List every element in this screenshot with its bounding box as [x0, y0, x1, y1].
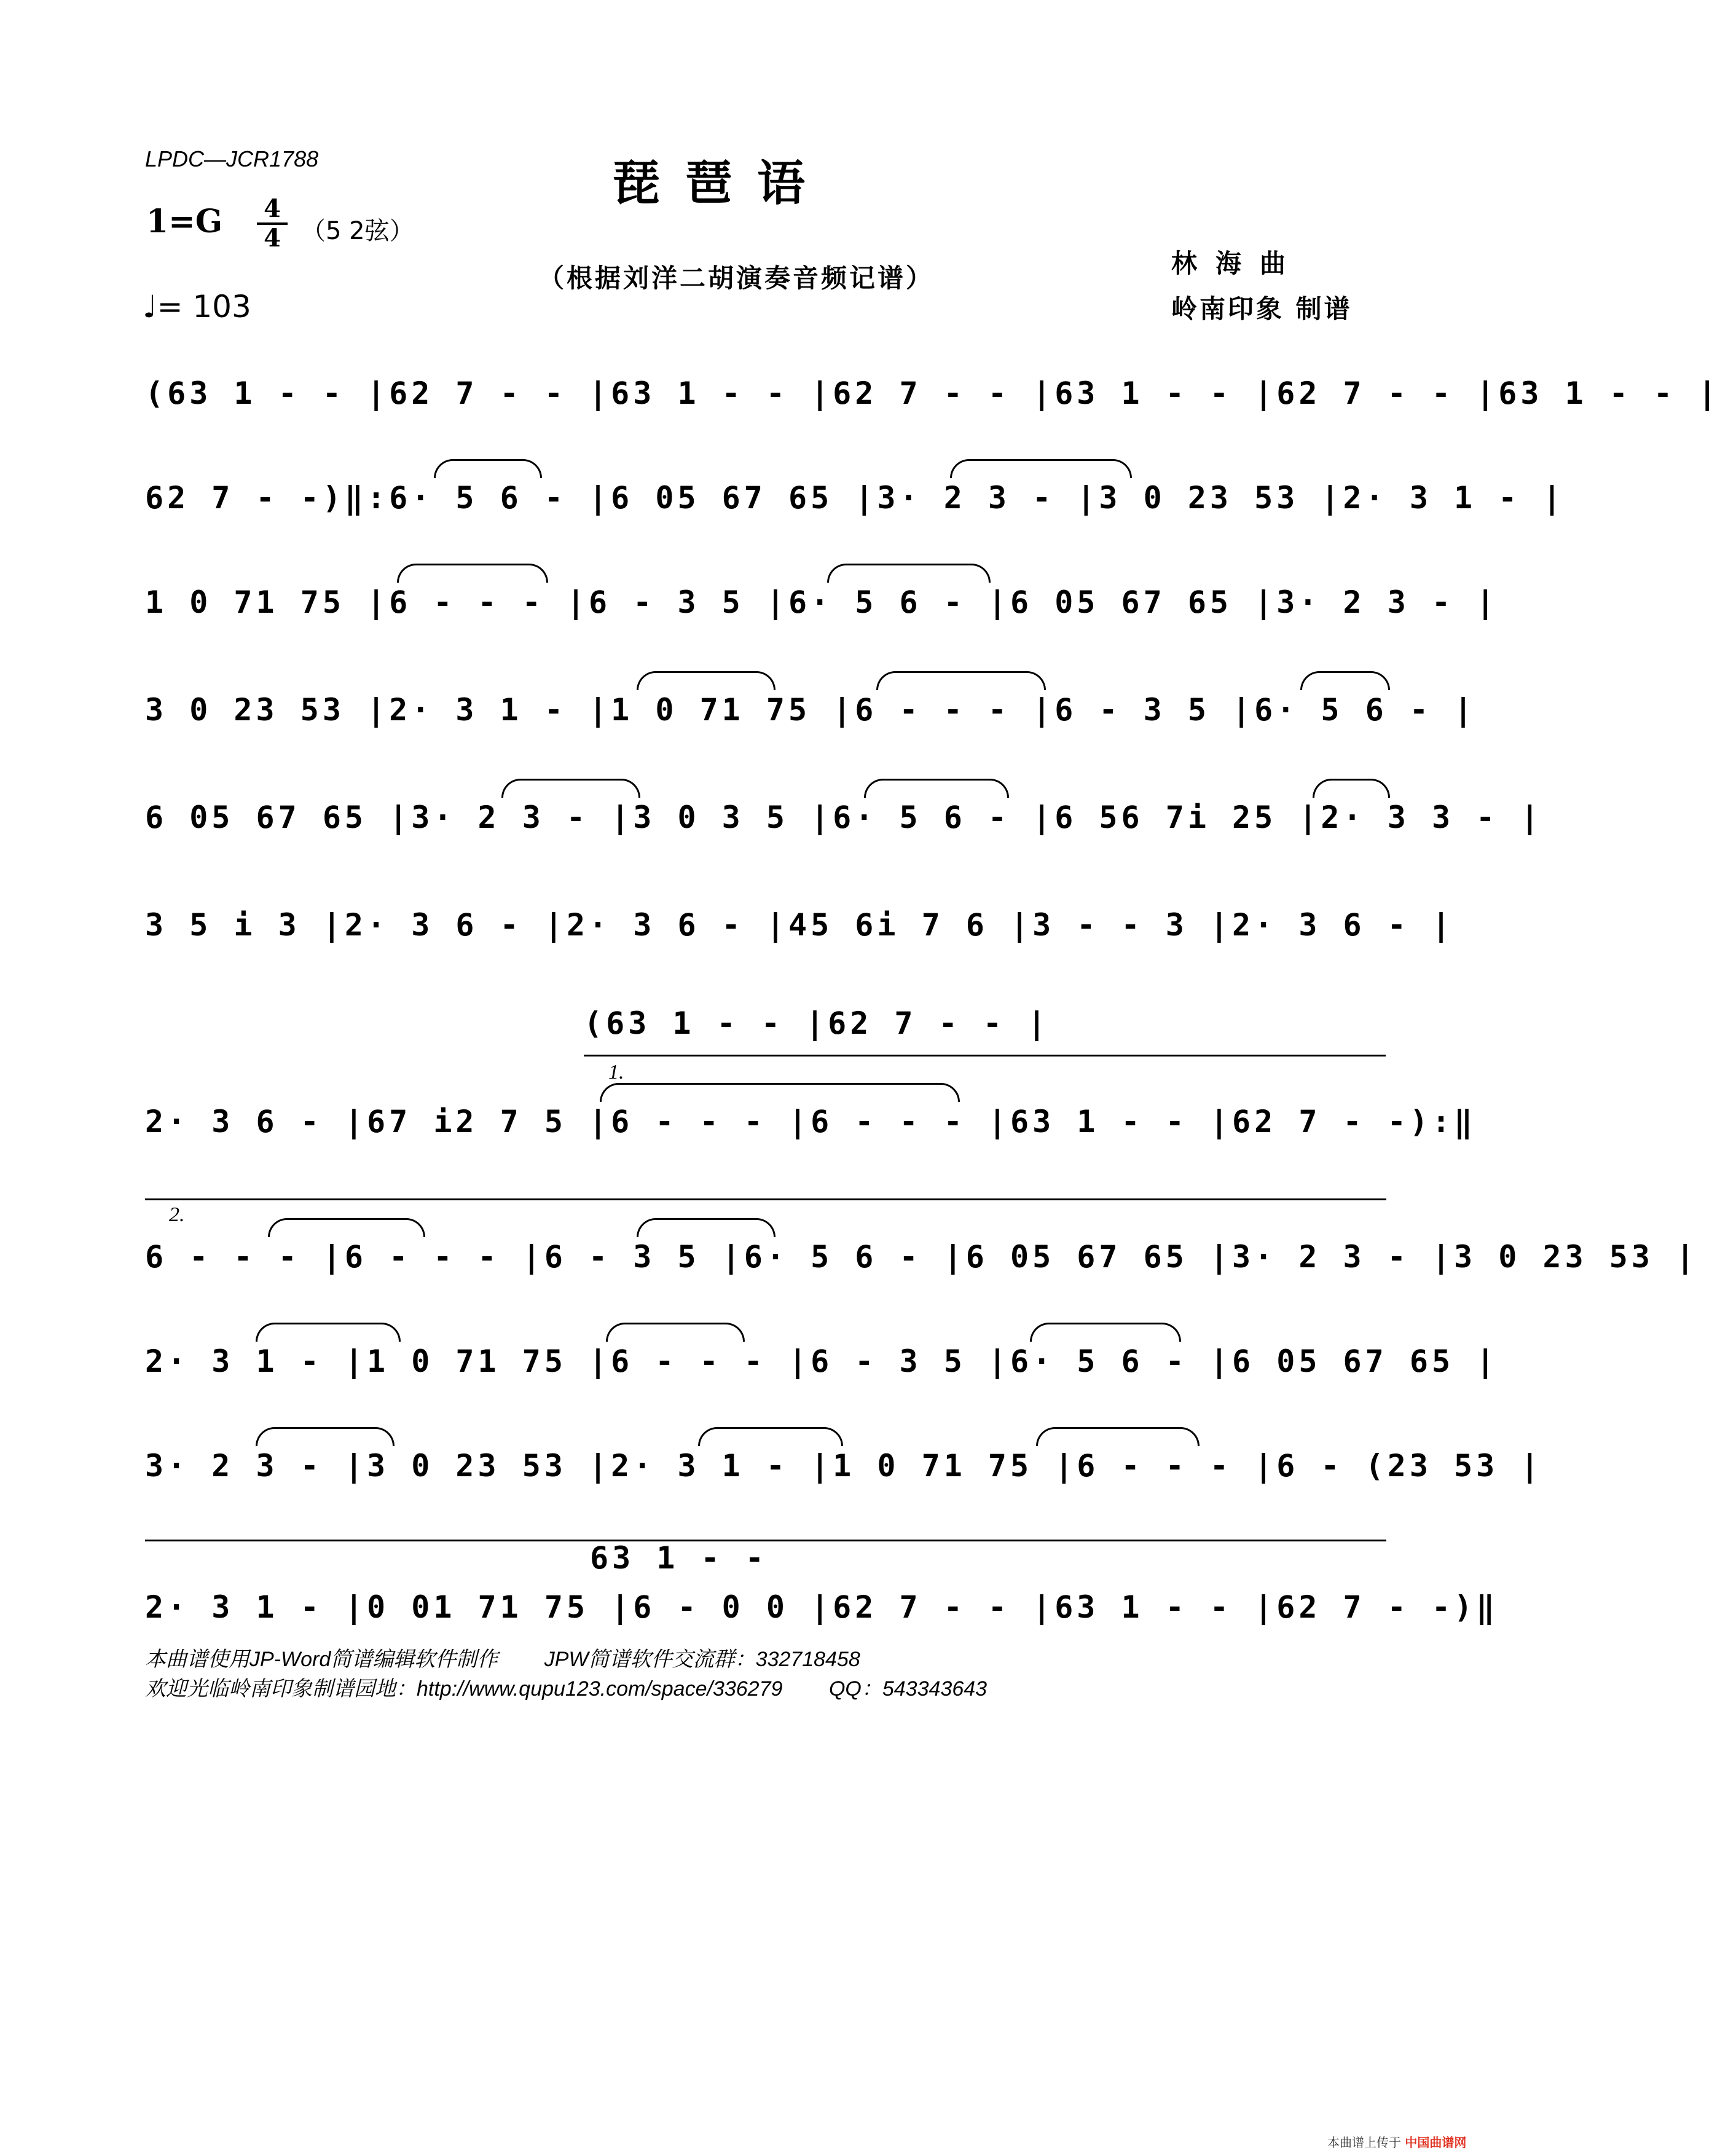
score-notes: 3 0 23 53 |2· 3 1 - |1 0 71 75 |6 - - - |6 - 3 5 |6· 5 6 - |	[145, 692, 1477, 728]
score-line-4	[145, 676, 1477, 744]
score-line-2	[145, 464, 1565, 532]
score-line-9	[145, 1328, 1499, 1395]
score-notes: (63 1 - - |62 7 - - |63 1 - - |62 7 - - |63 1 - - |62 7 - - |63 1 - - |	[145, 376, 1720, 411]
score-notes: 63 1 - -	[590, 1540, 768, 1576]
score-notes: 3 5 i 3 |2· 3 6 - |2· 3 6 - |45 6i 7 6 |3 - - 3 |2· 3 6 - |	[145, 907, 1455, 943]
score-notes: 6 05 67 65 |3· 2 3 - |3 0 3 5 |6· 5 6 - |6 56 7i 25 |2· 3 3 - |	[145, 800, 1543, 835]
score-title: 琵琶语	[612, 155, 830, 211]
watermark	[1327, 2133, 1466, 2150]
score-notes: (63 1 - - |62 7 - - |	[584, 1005, 1050, 1041]
score-line-10	[145, 1432, 1543, 1500]
volta-bracket-1	[584, 1055, 1386, 1056]
score-line-1	[145, 360, 1720, 427]
arranger-credit: 岭南印象 制谱	[1171, 294, 1353, 324]
watermark-text: 本曲谱上传于	[1327, 2135, 1401, 2150]
time-sig-bottom: 4	[264, 224, 281, 253]
footer-software-note: 本曲谱使用JP-Word简谱编辑软件制作 JPW简谱软件交流群：332718458	[145, 1648, 860, 1671]
score-line-3	[145, 569, 1499, 636]
composer-credit: 林海曲	[1171, 248, 1305, 278]
document-code: LPDC—JCR1788	[145, 146, 319, 171]
score-line-ossia	[584, 989, 1050, 1057]
time-signature	[257, 194, 288, 253]
volta-label-2: 2.	[169, 1203, 185, 1226]
volta-label-1: 1.	[608, 1061, 624, 1084]
score-notes: 3· 2 3 - |3 0 23 53 |2· 3 1 - |1 0 71 75 |6 - - - |6 - (23 53 |	[145, 1448, 1543, 1484]
score-notes: 2· 3 6 - |67 i2 7 5 |6 - - - |6 - - - |63 1 - - |62 7 - -):‖	[145, 1104, 1477, 1139]
key-signature: 1=G	[146, 203, 223, 240]
time-sig-top: 4	[264, 194, 281, 223]
score-notes: 2· 3 1 - |0 01 71 75 |6 - 0 0 |62 7 - - |63 1 - - |62 7 - -)‖	[145, 1589, 1499, 1625]
score-line-5	[145, 784, 1543, 851]
tempo-marking: ♩= 103	[143, 289, 251, 325]
score-line-11	[145, 1573, 1499, 1641]
string-tuning: （5 2弦）	[301, 217, 414, 245]
footer-website-note: 欢迎光临岭南印象制谱园地：http://www.qupu123.com/space/336279 QQ：543343643	[145, 1677, 988, 1701]
volta-bracket-2	[145, 1198, 1386, 1200]
score-subtitle: （根据刘洋二胡演奏音频记谱）	[538, 263, 935, 293]
score-notes: 2· 3 1 - |1 0 71 75 |6 - - - |6 - 3 5 |6· 5 6 - |6 05 67 65 |	[145, 1344, 1499, 1379]
score-notes: 6 - - - |6 - - - |6 - 3 5 |6· 5 6 - |6 05 67 65 |3· 2 3 - |3 0 23 53 |	[145, 1239, 1698, 1275]
score-line-6	[145, 891, 1455, 959]
score-notes: 62 7 - -)‖:6· 5 6 - |6 05 67 65 |3· 2 3 - |3 0 23 53 |2· 3 1 - |	[145, 480, 1565, 516]
score-line-8	[145, 1223, 1698, 1291]
score-line-7	[145, 1088, 1477, 1155]
watermark-logo: 中国曲谱网	[1405, 2135, 1467, 2150]
score-notes: 1 0 71 75 |6 - - - |6 - 3 5 |6· 5 6 - |6 05 67 65 |3· 2 3 - |	[145, 584, 1499, 620]
